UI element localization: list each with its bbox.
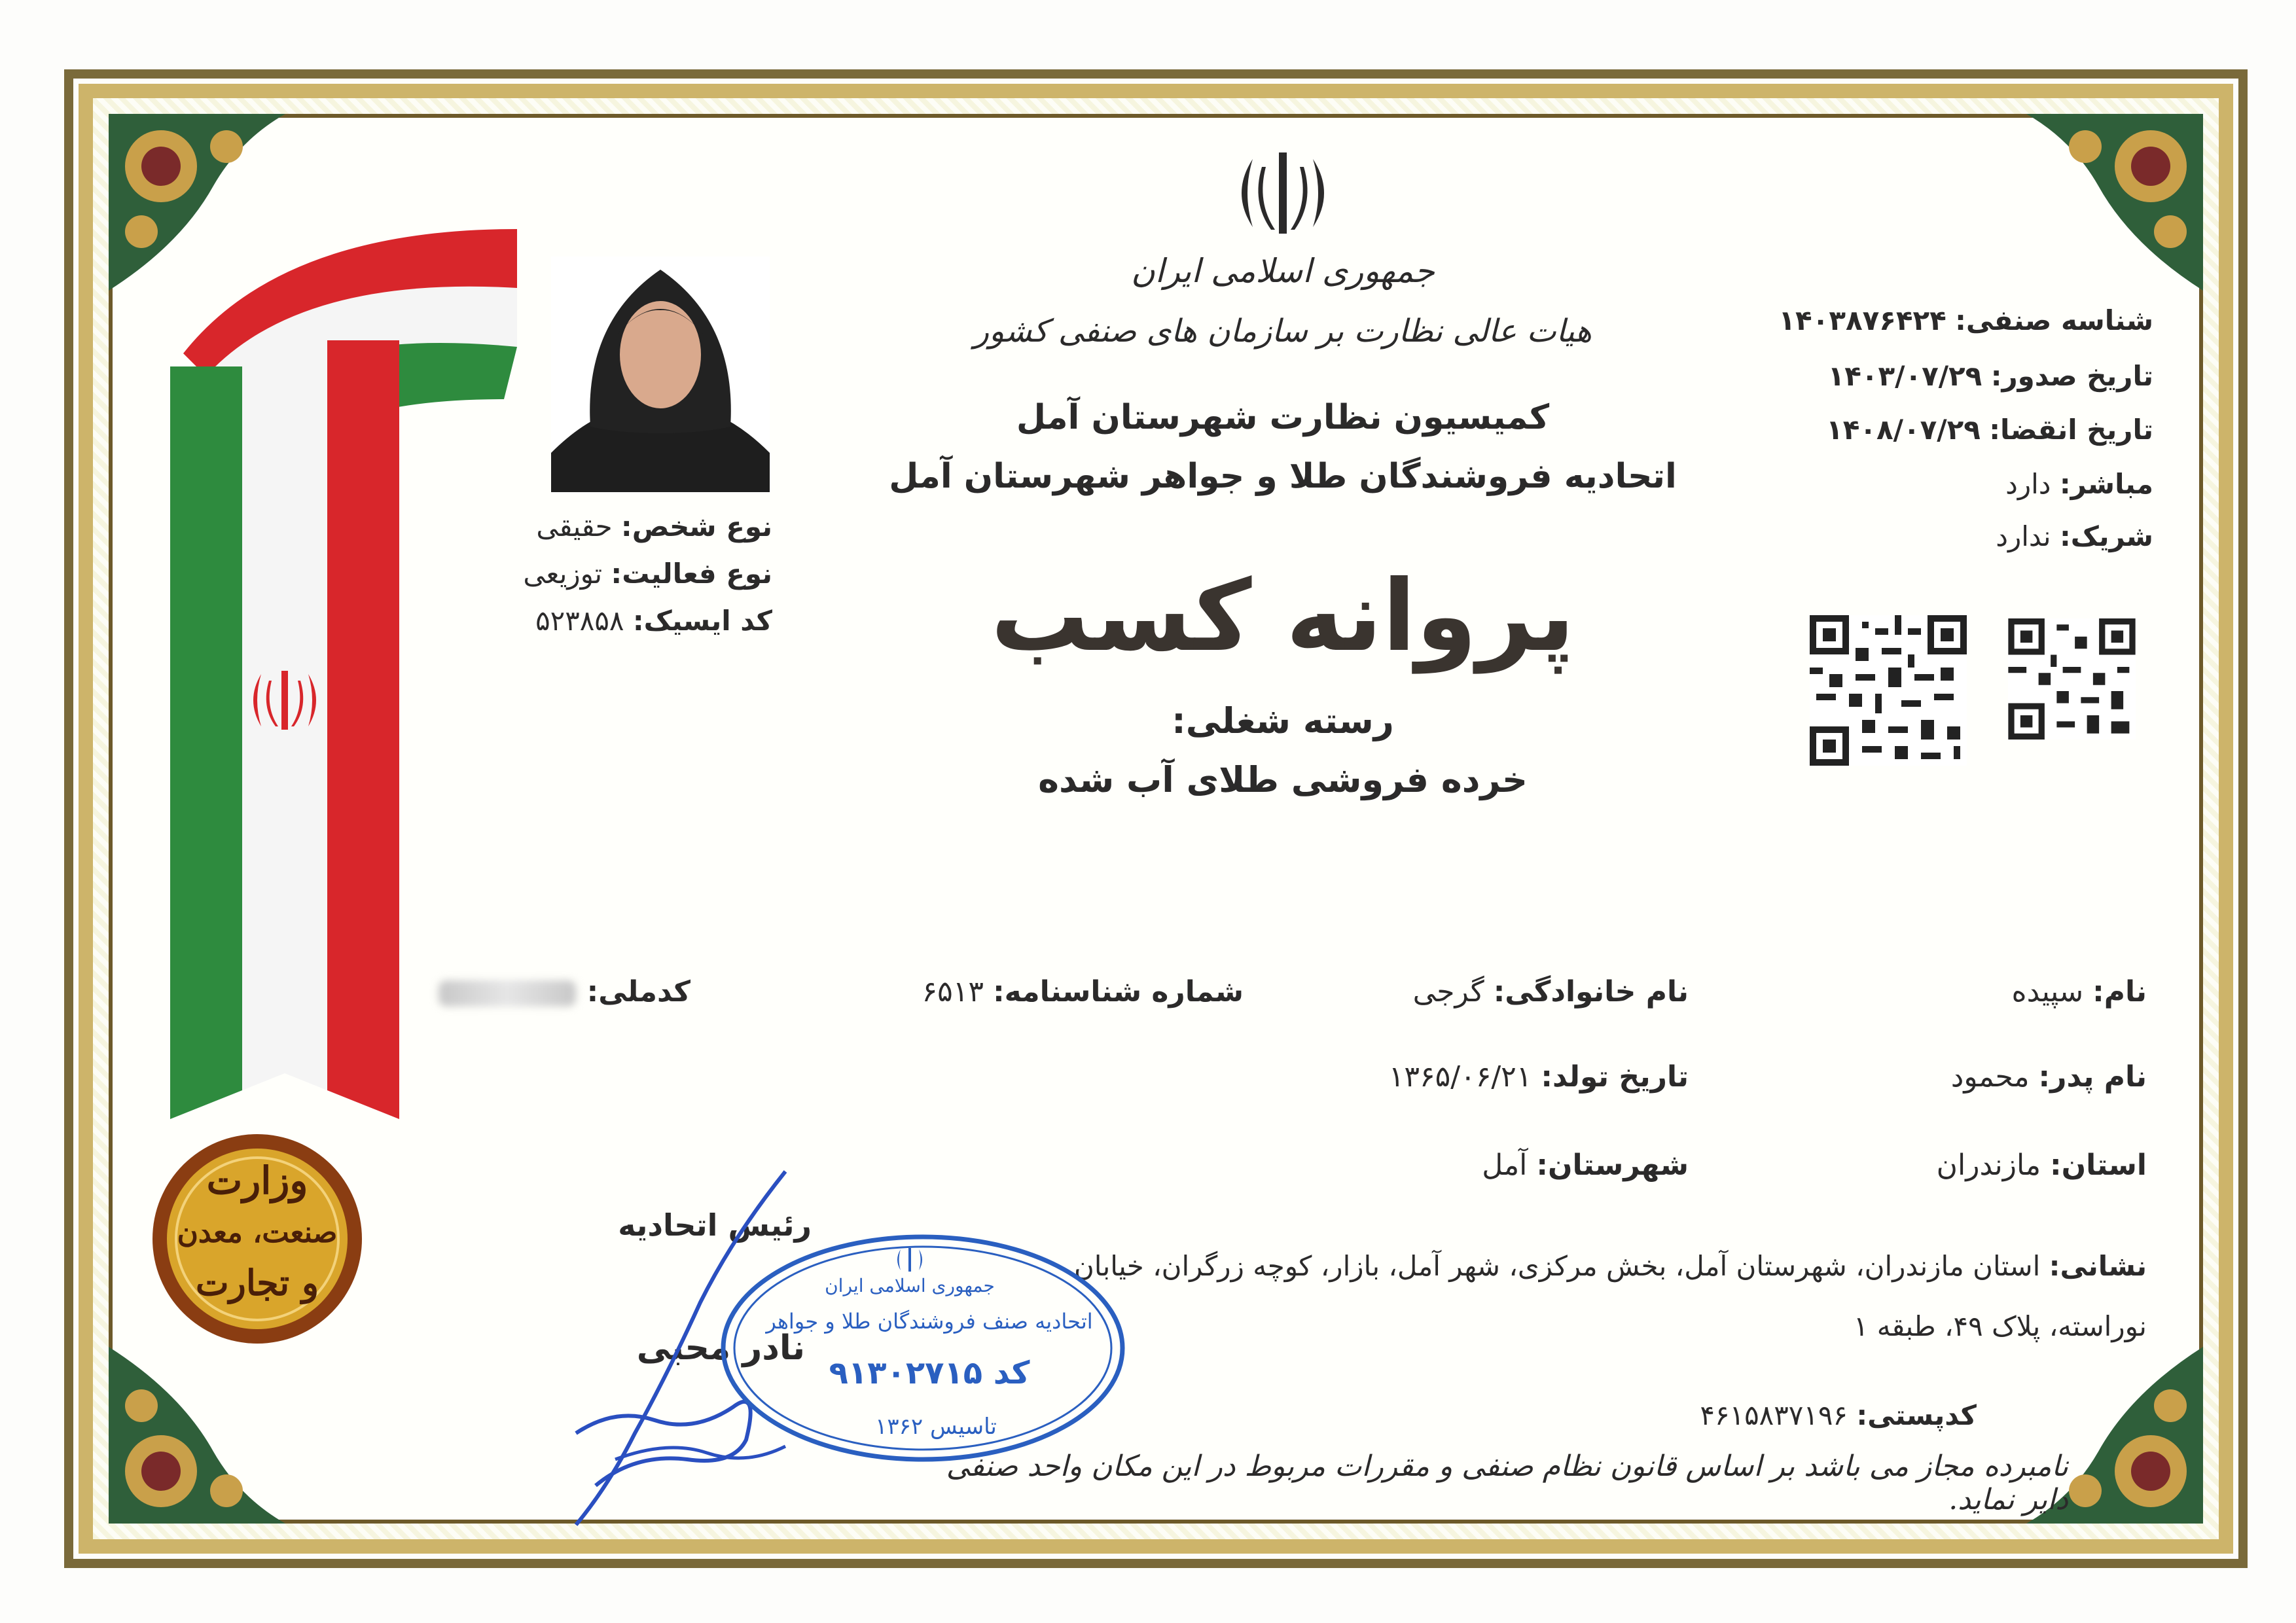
signature-role: رئیس اتحادیه (618, 1207, 812, 1243)
field-city: شهرستان: آمل (1482, 1149, 1689, 1182)
field-birth-date: تاریخ تولد: ۱۳۶۵/۰۶/۲۱ (1388, 1060, 1689, 1094)
right-info-issue-date: تاریخ صدور: ۱۴۰۳/۰۷/۲۹ (1827, 360, 2153, 392)
left-info-isic-code: کد ایسیک: ۵۲۳۸۵۸ (535, 605, 772, 637)
field-address-line1: نشانی: استان مازندران، شهرستان آمل، بخش مرکزی، شهر آمل، بازار، کوچه زرگران، خیابان (1073, 1250, 2147, 1282)
stamp-union: اتحادیه صنف فروشندگان طلا و جواهر (766, 1309, 1093, 1334)
profile-photo (551, 257, 770, 492)
footer-statement: نامبرده مجاز می باشد بر اساس قانون نظام صنفی و مقررات مربوط در این مکان واحد صنفی دایر نماید. (946, 1450, 2068, 1516)
stamp-code: کد ۹۱۳۰۲۷۱۵ (829, 1355, 1030, 1391)
field-national-code: کدملی: (586, 975, 691, 1008)
header-union: اتحادیه فروشندگان طلا و جواهر شهرستان آمل (889, 457, 1677, 496)
header-commission: کمیسیون نظارت شهرستان آمل (1016, 398, 1550, 437)
header-board: هیات عالی نظارت بر سازمان های صنفی کشور (973, 313, 1592, 349)
corner-ornament-top-right (2026, 114, 2203, 291)
left-info-activity-type: نوع فعالیت: توزیعی (523, 558, 772, 590)
category-label: رسته شغلی: (1172, 700, 1394, 741)
signature-name: نادر محبی (636, 1329, 805, 1368)
header-country: جمهوری اسلامی ایران (1131, 252, 1435, 290)
right-info-partner: شریک: ندارد (1996, 520, 2153, 552)
page-title: پروانه کسب (990, 560, 1575, 673)
qr-code-small-icon[interactable] (2008, 618, 2136, 740)
left-info-person-type: نوع شخص: حقیقی (536, 510, 772, 543)
corner-ornament-bottom-left (109, 1347, 285, 1524)
seal-text-ministry: وزارت (206, 1158, 308, 1203)
field-father-name: نام پدر: محمود (1950, 1060, 2147, 1094)
redacted-national-code (439, 980, 576, 1007)
field-province: استان: مازندران (1936, 1149, 2147, 1182)
stamp-country: جمهوری اسلامی ایران (825, 1275, 995, 1296)
iran-emblem-icon (1230, 141, 1335, 245)
category-value: خرده فروشی طلای آب شده (1038, 759, 1528, 800)
flag-ribbon (164, 203, 530, 1152)
seal-text-industry: صنعت، معدن (177, 1216, 338, 1249)
field-postal-code: کدپستی: ۴۶۱۵۸۳۷۱۹۶ (1700, 1399, 1977, 1431)
right-info-expiry-date: تاریخ انقضا: ۱۴۰۸/۰۷/۲۹ (1826, 414, 2153, 446)
field-id-number: شماره شناسنامه: ۶۵۱۳ (922, 975, 1244, 1008)
field-family-name: نام خانوادگی: گرجی (1412, 975, 1689, 1008)
qr-code-icon[interactable] (1810, 615, 1967, 766)
stamp-founded: تاسیس ۱۳۶۲ (875, 1414, 997, 1440)
field-address-line2: نوراسته، پلاک ۴۹، طبقه ۱ (1853, 1310, 2147, 1342)
right-info-agent: مباشر: دارد (2005, 468, 2153, 500)
right-info-guild-id: شناسه صنفی: ۱۴۰۳۸۷۶۴۲۴ (1778, 304, 2153, 336)
field-name: نام: سپیده (2011, 975, 2147, 1008)
seal-text-trade: و تجارت (195, 1262, 319, 1304)
